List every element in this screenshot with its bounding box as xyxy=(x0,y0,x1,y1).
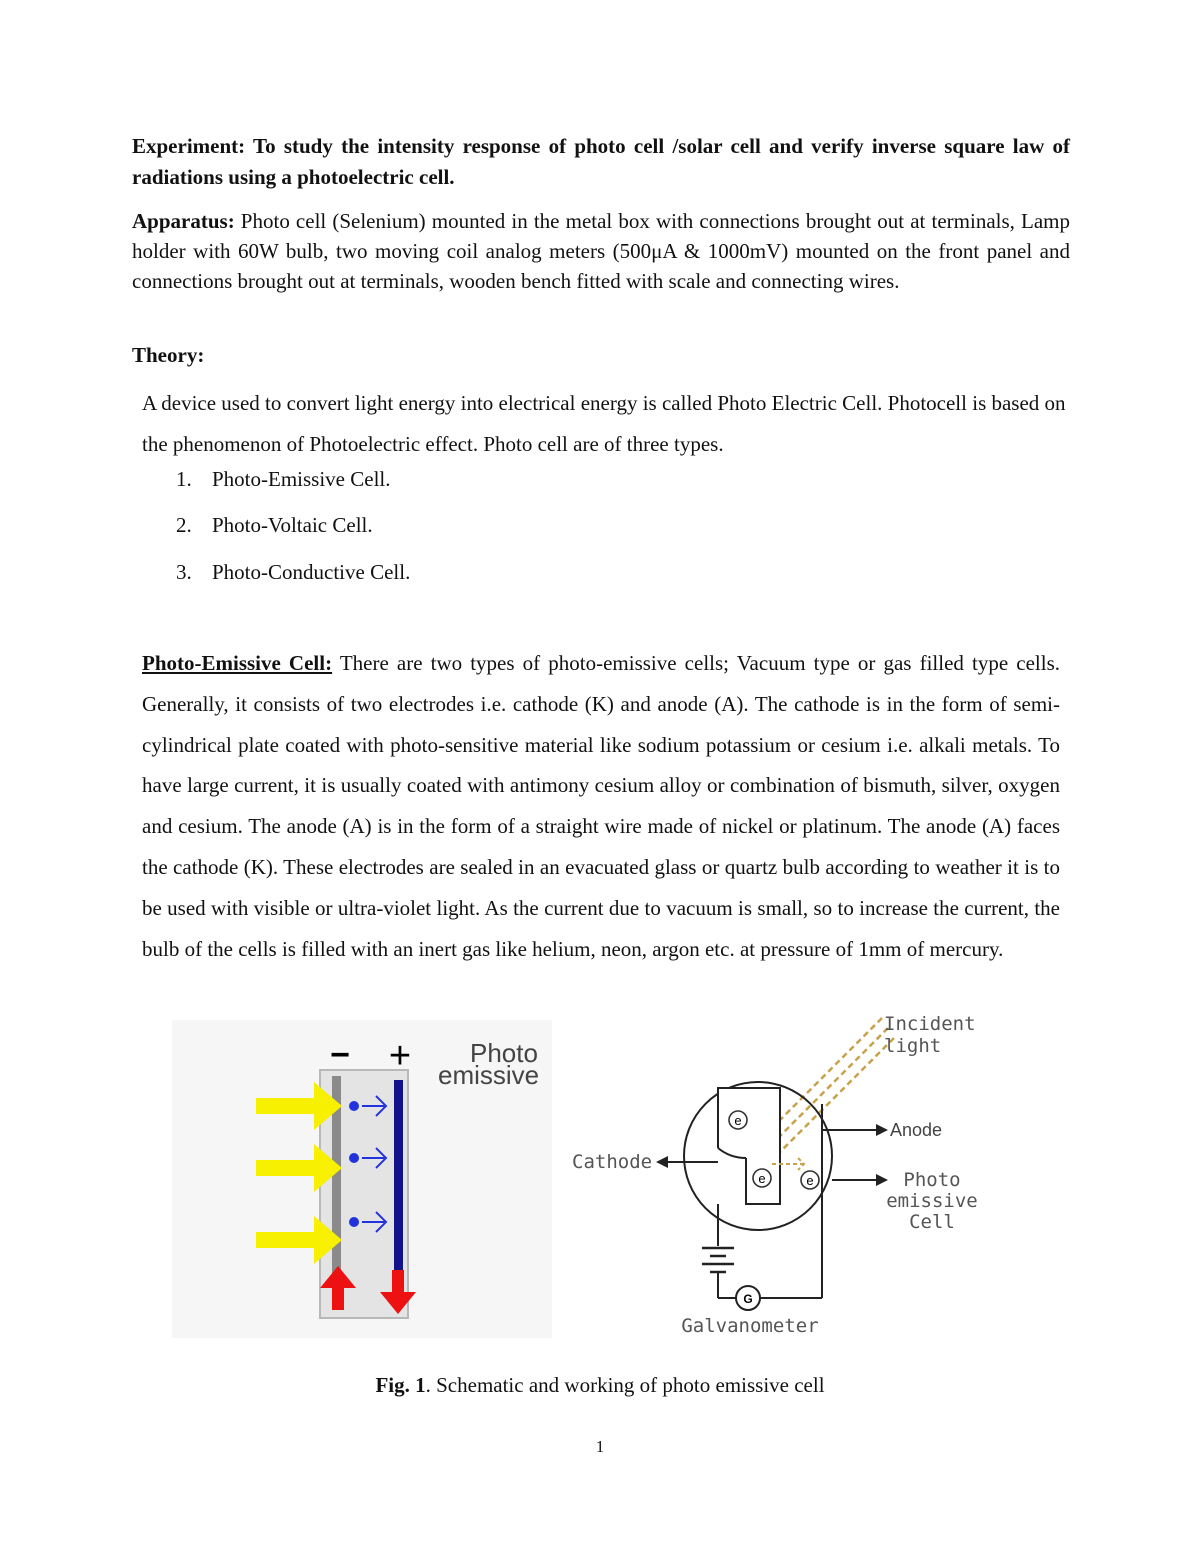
photo-emissive-schematic xyxy=(172,1020,552,1338)
theory-intro xyxy=(142,383,1067,465)
cell-label-line2: emissive xyxy=(886,1190,978,1212)
list-label: Photo-Conductive Cell. xyxy=(212,560,411,584)
photo-emissive-paragraph xyxy=(142,643,1060,969)
minus-sign: − xyxy=(330,1036,350,1074)
anode-arrowhead xyxy=(876,1124,888,1136)
galvanometer-label: Galvanometer xyxy=(681,1315,819,1337)
caption-text: . Schematic and working of photo emissive cell xyxy=(425,1373,825,1397)
anode-label: Anode xyxy=(890,1120,943,1140)
apparatus-text: Photo cell (Selenium) mounted in the metal box with connections brought out at terminals, Lamp holder with 60W bulb, two moving coil analog meters (500μA & 1000mV) mounted on the front panel and connections brought out at terminals, wooden bench fitted with scale and connecting wires. xyxy=(132,209,1070,293)
list-item xyxy=(176,467,391,492)
photo-emissive-heading: Photo-Emissive Cell: xyxy=(142,651,333,675)
figure-caption xyxy=(0,1373,1200,1398)
light-ray xyxy=(762,1038,894,1170)
electron xyxy=(349,1153,359,1163)
caption-label: Fig. 1 xyxy=(375,1373,426,1397)
schematic-title-line1: Photo xyxy=(470,1038,538,1068)
theory-heading-text: Theory: xyxy=(132,343,205,367)
apparatus-paragraph xyxy=(132,206,1070,296)
cathode-electrode xyxy=(718,1088,780,1204)
electron-symbol: e xyxy=(758,1171,766,1186)
list-label: Photo-Voltaic Cell. xyxy=(212,513,373,537)
electron xyxy=(349,1217,359,1227)
galvanometer-g: G xyxy=(743,1292,753,1306)
cathode-label: Cathode xyxy=(572,1151,653,1173)
theory-intro-text: A device used to convert light energy into electrical energy is called Photo Electric Cell. Photocell is based on the phenomenon of Photoelectric effect. Photo cell are of three types. xyxy=(142,391,1066,456)
photo-emissive-text: There are two types of photo-emissive cells; Vacuum type or gas filled type cells. Generally, it consists of two electrodes i.e. cathode (K) and anode (A). The cathode is in the form of semi-cylindrical plate coated with photo-sensitive material like sodium potassium or cesium i.e. alkali metals. To have large current, it is usually coated with antimony cesium alloy or combination of bismuth, silver, oxygen and cesium. The anode (A) is in the form of a straight wire made of nickel or platinum. The anode (A) faces the cathode (K). These electrodes are sealed in an evacuated glass or quartz bulb according to weather it is to be used with visible or ultra-violet light. As the current due to vacuum is small, so to increase the current, the bulb of the cells is filled with an inert gas like helium, neon, argon etc. at pressure of 1mm of mercury. xyxy=(142,651,1060,961)
incident-light-label-line2: light xyxy=(884,1035,942,1057)
electron-symbol: e xyxy=(806,1173,814,1188)
electron-symbol: e xyxy=(734,1113,742,1128)
cathode-arrowhead xyxy=(656,1156,668,1168)
schematic-title-line2: emissive xyxy=(438,1060,540,1090)
experiment-label: Experiment: xyxy=(132,134,246,158)
plus-sign: + xyxy=(388,1035,412,1077)
electron xyxy=(349,1101,359,1111)
cell-label-line1: Photo xyxy=(903,1169,961,1191)
experiment-paragraph xyxy=(132,131,1070,193)
list-label: Photo-Emissive Cell. xyxy=(212,467,391,491)
incident-light-arrows xyxy=(256,1082,342,1264)
list-number: 3. xyxy=(176,560,192,584)
list-item xyxy=(176,513,373,538)
cell-arrowhead xyxy=(876,1174,888,1186)
incident-light-label-line1: Incident xyxy=(884,1013,976,1035)
experiment-text: To study the intensity response of photo cell /solar cell and verify inverse square law of radiations using a photoelectric cell. xyxy=(132,134,1070,189)
list-item xyxy=(176,560,410,585)
list-number: 1. xyxy=(176,467,192,491)
anode-rod xyxy=(394,1080,403,1292)
page-number: 1 xyxy=(595,1437,605,1456)
photo-emissive-cell-circuit xyxy=(566,1008,980,1338)
theory-heading xyxy=(132,341,1070,369)
apparatus-label: Apparatus: xyxy=(132,209,235,233)
list-number: 2. xyxy=(176,513,192,537)
cell-label-line3: Cell xyxy=(909,1211,955,1233)
